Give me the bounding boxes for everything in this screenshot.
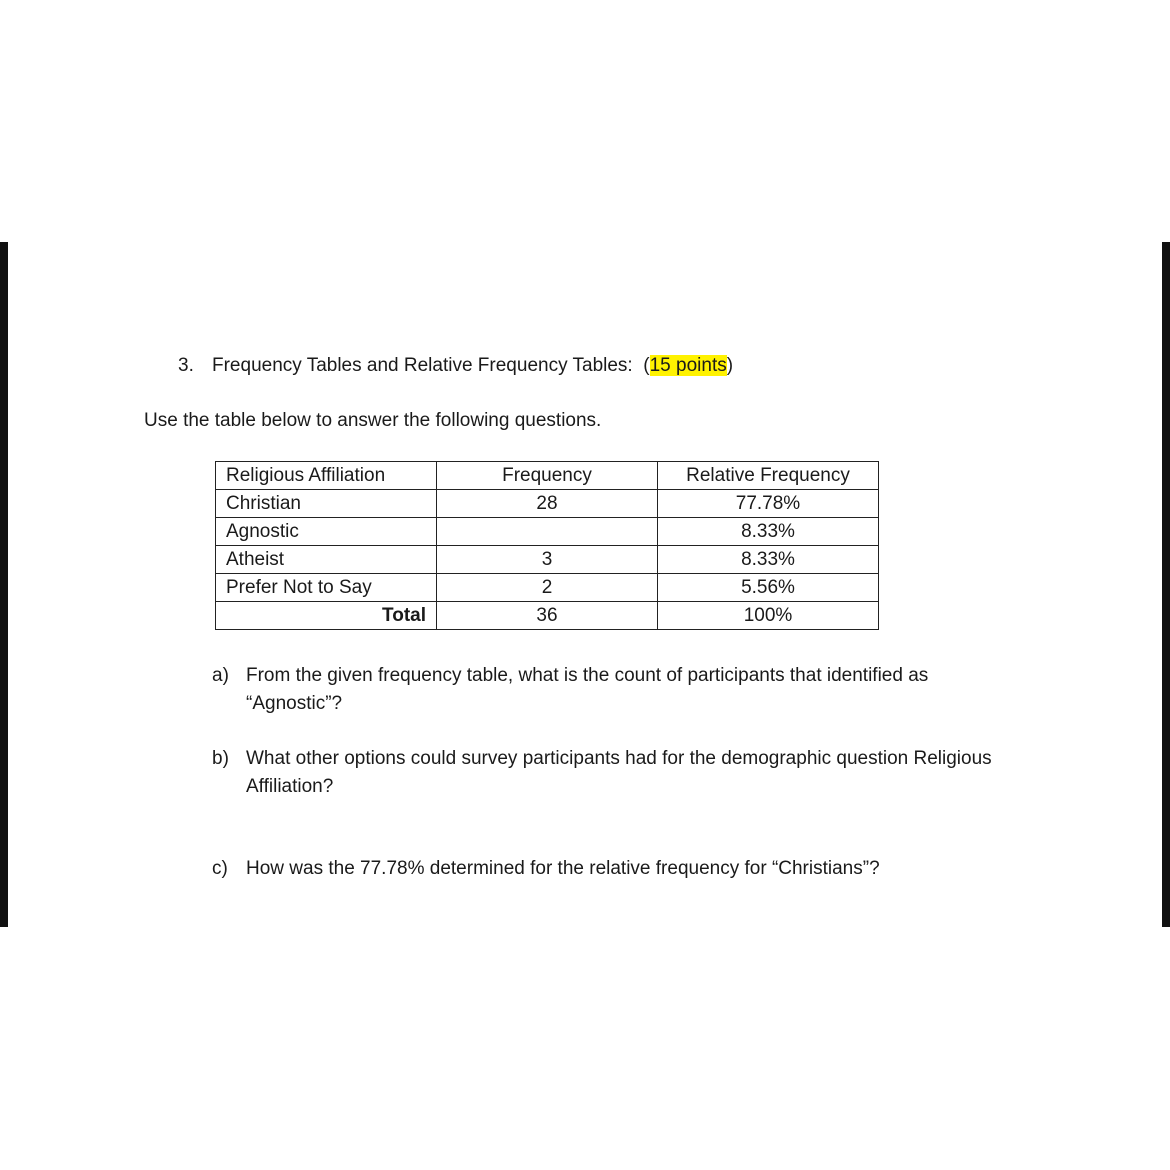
table-row — [216, 546, 879, 574]
table-cell: 28 — [437, 490, 658, 518]
left-edge-bar — [0, 242, 8, 927]
table-row — [216, 490, 879, 518]
table-header-row — [216, 462, 879, 490]
question-letter: a) — [212, 665, 229, 686]
total-frequency: 36 — [437, 602, 658, 630]
total-label: Total — [216, 602, 437, 630]
section-heading — [178, 352, 733, 380]
question-c — [212, 855, 1012, 883]
table-cell: Christian — [216, 490, 437, 518]
question-a — [212, 662, 1012, 718]
table-cell: 77.78% — [658, 490, 879, 518]
open-paren: ( — [643, 355, 650, 376]
section-title: Frequency Tables and Relative Frequency Tables: — [212, 355, 633, 376]
table-cell: Atheist — [216, 546, 437, 574]
question-b — [212, 745, 1012, 801]
table-cell: 2 — [437, 574, 658, 602]
points-highlight: 15 points — [649, 355, 727, 376]
table-cell: Agnostic — [216, 518, 437, 546]
total-relative-frequency: 100% — [658, 602, 879, 630]
table-cell: 3 — [437, 546, 658, 574]
table-row — [216, 574, 879, 602]
right-edge-bar — [1162, 242, 1170, 927]
close-paren: ) — [726, 355, 734, 376]
table-cell: 8.33% — [658, 518, 879, 546]
table-total-row — [216, 602, 879, 630]
table-row — [216, 518, 879, 546]
frequency-table — [215, 461, 879, 630]
question-letter: b) — [212, 748, 229, 769]
table-cell: 8.33% — [658, 546, 879, 574]
table-cell: Prefer Not to Say — [216, 574, 437, 602]
question-text: From the given frequency table, what is the count of participants that identified as “Agnostic”? — [246, 665, 929, 714]
table-cell: 5.56% — [658, 574, 879, 602]
instruction-text: Use the table below to answer the following questions. — [144, 410, 602, 431]
header-cell: Frequency — [437, 462, 658, 490]
question-text: What other options could survey participants had for the demographic question Religious Affiliation? — [246, 748, 992, 797]
section-number: 3. — [178, 355, 194, 376]
question-text: How was the 77.78% determined for the relative frequency for “Christians”? — [246, 858, 880, 879]
table-cell — [437, 518, 658, 546]
question-letter: c) — [212, 858, 228, 879]
header-cell: Relative Frequency — [658, 462, 879, 490]
header-cell: Religious Affiliation — [216, 462, 437, 490]
